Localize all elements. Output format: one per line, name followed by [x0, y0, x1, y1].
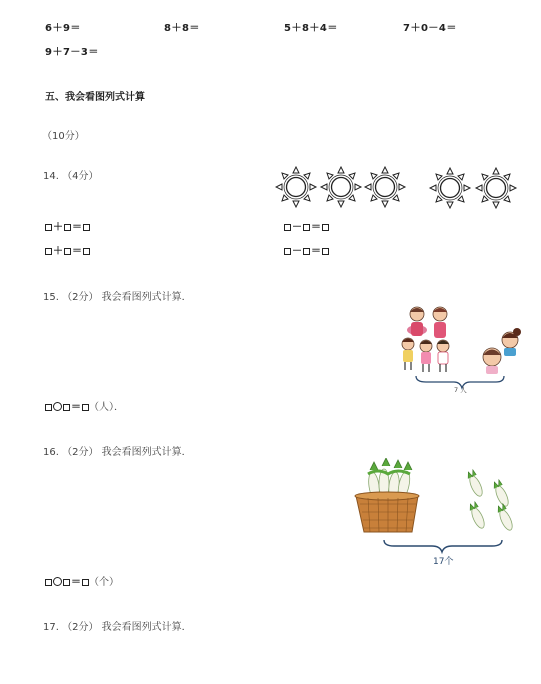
kid-figure — [483, 348, 501, 374]
blank-box[interactable] — [303, 248, 310, 255]
radish-icon — [467, 501, 487, 529]
blank-box[interactable] — [284, 248, 291, 255]
section-title: 五、我会看图列式计算 — [45, 92, 145, 103]
q14-formula-3: － ＝ — [284, 218, 329, 233]
blank-box[interactable] — [284, 224, 291, 231]
q16-points: （2分） — [62, 447, 99, 458]
q16-caption: 17个 — [433, 557, 454, 567]
q15-header — [43, 288, 192, 303]
q15-formula: ＝ （人）． — [45, 398, 124, 413]
sun-icon — [365, 167, 405, 207]
blank-box[interactable] — [322, 224, 329, 231]
blank-circle[interactable] — [53, 402, 62, 411]
q14-number: 14. — [43, 171, 59, 182]
q15-unit: （人）． — [89, 402, 124, 413]
children-illustration — [396, 302, 524, 394]
q14-header — [43, 167, 98, 182]
q17-header — [43, 618, 192, 633]
sun-icon — [430, 168, 470, 208]
kid-figure — [437, 340, 449, 372]
basket — [355, 492, 419, 532]
equation-1: 6＋9＝ — [45, 23, 81, 34]
blank-box[interactable] — [45, 404, 52, 411]
radish-icon — [495, 503, 515, 531]
kid-figure — [433, 307, 447, 338]
q15-points: （2分） — [62, 292, 99, 303]
sun-icon — [276, 167, 316, 207]
q15-number: 15. — [43, 292, 59, 303]
q16-header — [43, 443, 192, 458]
equation-4: 7＋0－4＝ — [403, 23, 457, 34]
blank-box[interactable] — [322, 248, 329, 255]
q14-formula-2: ＋ ＝ — [45, 242, 90, 257]
blank-box[interactable] — [64, 248, 71, 255]
equation-3: 5＋8＋4＝ — [284, 23, 338, 34]
kid-figure — [407, 307, 427, 336]
suns-illustration — [275, 166, 520, 212]
q16-unit: （个） — [89, 577, 119, 588]
q16-formula: ＝ （个） — [45, 573, 119, 588]
blank-circle[interactable] — [53, 577, 62, 586]
equation-2: 8＋8＝ — [164, 23, 200, 34]
q14-points: （4分） — [62, 171, 99, 182]
q15-caption: 7 人 — [454, 386, 467, 394]
q16-number: 16. — [43, 447, 59, 458]
kid-figure — [420, 340, 432, 372]
q16-text: 我会看图列式计算． — [101, 447, 192, 458]
kid-figure — [402, 338, 414, 370]
q14-formula-4: － ＝ — [284, 242, 329, 257]
blank-box[interactable] — [45, 224, 52, 231]
q17-text: 我会看图列式计算． — [101, 622, 192, 633]
radish-icon — [491, 479, 511, 507]
blank-box[interactable] — [303, 224, 310, 231]
kid-figure — [502, 328, 521, 356]
blank-box[interactable] — [83, 224, 90, 231]
q14-formula-1: ＋ ＝ — [45, 218, 90, 233]
q15-text: 我会看图列式计算． — [101, 292, 192, 303]
blank-box[interactable] — [82, 404, 89, 411]
q17-points: （2分） — [62, 622, 99, 633]
equation-5: 9＋7－3＝ — [45, 47, 99, 58]
radish-icon — [465, 469, 485, 497]
blank-box[interactable] — [45, 579, 52, 586]
blank-box[interactable] — [63, 404, 70, 411]
sun-icon — [321, 167, 361, 207]
blank-box[interactable] — [63, 579, 70, 586]
sun-icon — [476, 168, 516, 208]
blank-box[interactable] — [82, 579, 89, 586]
blank-box[interactable] — [45, 248, 52, 255]
q17-number: 17. — [43, 622, 59, 633]
blank-box[interactable] — [83, 248, 90, 255]
blank-box[interactable] — [64, 224, 71, 231]
brace — [384, 540, 502, 552]
radish-basket-illustration — [352, 458, 522, 570]
section-points: （10分） — [42, 131, 85, 142]
